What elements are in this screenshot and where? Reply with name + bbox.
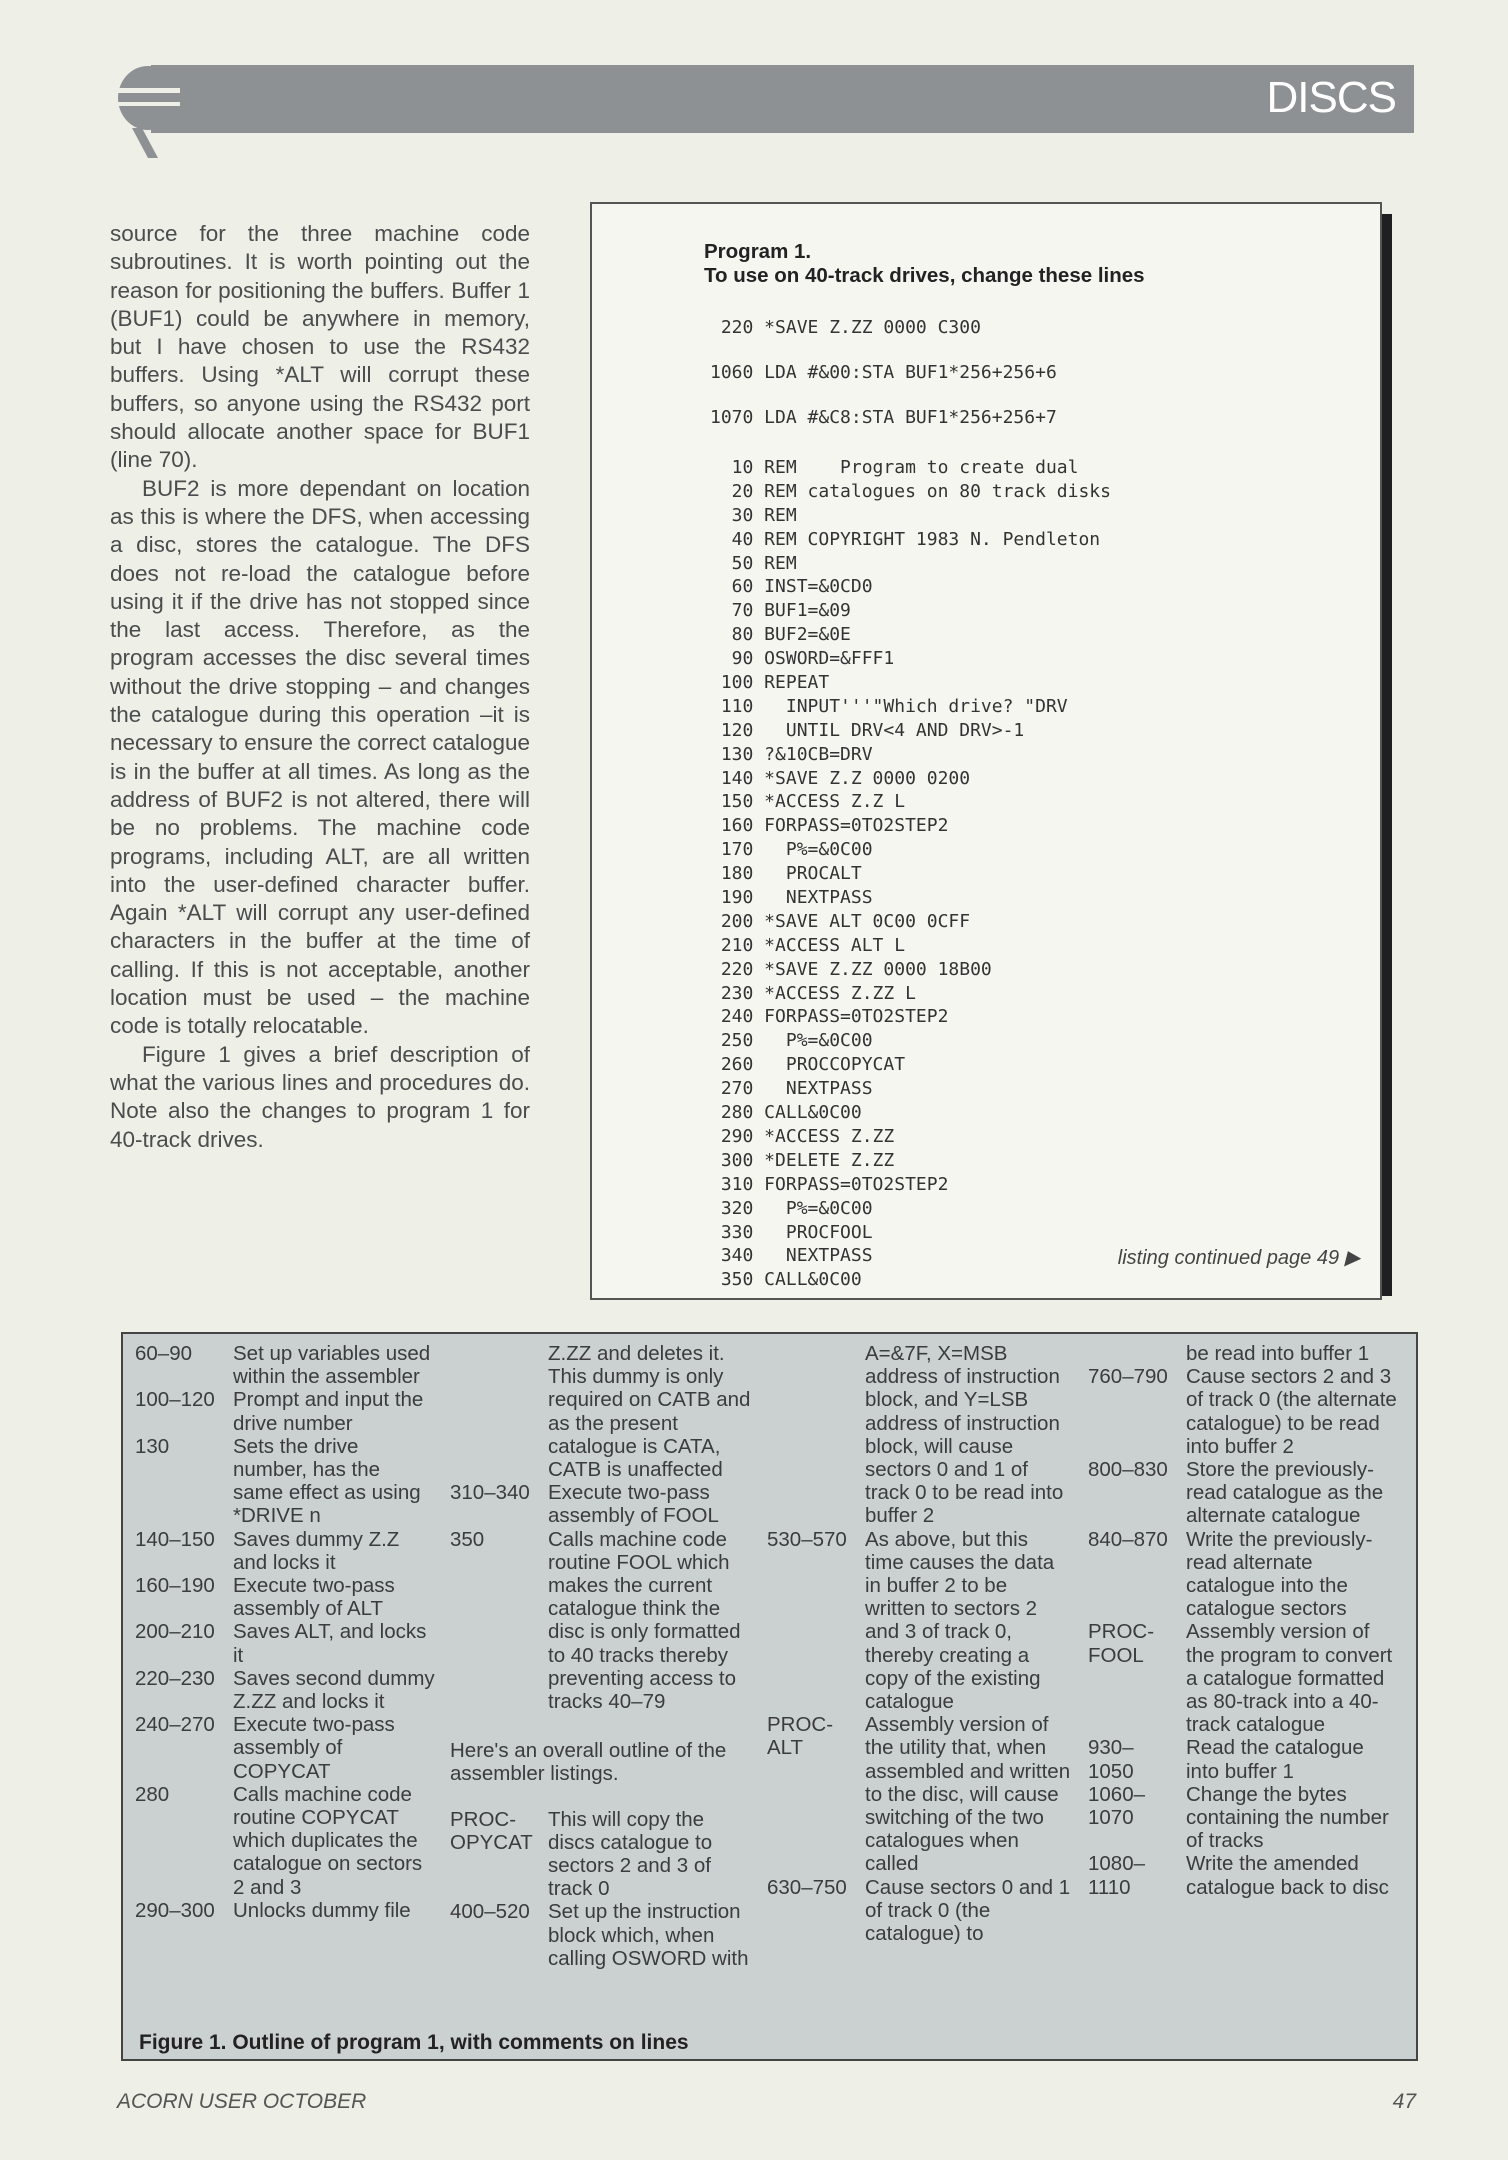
figure-entry [767,1528,1072,1714]
line-description: Execute two-pass assembly of ALT [233,1574,395,1621]
line-description: Saves second dummy Z.ZZ and locks it [233,1666,435,1714]
listing-continued-note: listing continued page 49 ▶ [1117,1247,1360,1269]
line-description: Calls machine code routine COPYCAT which duplicates the catalogue on sectors 2 and 3 [233,1782,423,1899]
line-range-label: 220–230 [135,1666,215,1690]
figure-entry [1088,1365,1398,1458]
article-body [110,220,530,1154]
figure-entry [135,1528,435,1574]
figure-column [135,1342,435,1922]
line-range-label: PROC- OPYCAT [450,1807,533,1854]
line-description: Store the previously-read catalogue as the alternate catalogue [1186,1458,1384,1528]
code-line: 210 *ACCESS ALT L [710,934,906,956]
figure-entry [767,1713,1072,1875]
code-line: 10 REM Program to create dual [710,457,1079,478]
line-range-label: 800–830 [1088,1458,1168,1482]
figure-entry [1088,1342,1398,1365]
figure-entry [135,1899,435,1922]
line-range-label: 280 [135,1782,170,1806]
line-description: Read the catalogue into buffer 1 [1186,1736,1364,1783]
code-line: 1070 LDA #&C8:STA BUF1*256+256+7 [710,407,1057,428]
line-range-label: 60–90 [135,1342,193,1365]
line-description: Cause sectors 2 and 3 of track 0 (the alternate catalogue) to be read into buffer 2 [1186,1365,1397,1458]
figure-1-box [121,1332,1418,2061]
line-range-label: 290–300 [135,1898,215,1922]
figure-entry [135,1342,435,1388]
code-line: 30 REM [710,504,797,526]
code-line: 110 INPUT'''"Which drive? "DRV [710,695,1068,717]
code-line: 290 *ACCESS Z.ZZ [710,1125,895,1147]
line-range-label: 160–190 [135,1574,215,1598]
code-line: 300 *DELETE Z.ZZ [710,1149,895,1171]
line-range-label: 400–520 [450,1900,530,1924]
acorn-logo-icon [112,58,184,162]
code-line: 170 P%=&0C00 [710,839,873,861]
line-description: Saves dummy Z.Z and locks it [233,1527,400,1574]
line-description: Unlocks dummy file [233,1898,411,1922]
code-line: 90 OSWORD=&FFF1 [710,648,895,670]
code-line: 220 *SAVE Z.ZZ 0000 18B00 [710,958,992,980]
code-line: 140 *SAVE Z.Z 0000 0200 [710,767,971,789]
line-description: Write the previously-read alternate catalogue into the catalogue sectors [1186,1527,1373,1621]
code-line: 340 NEXTPASS [710,1245,873,1267]
code-line: 240 FORPASS=0TO2STEP2 [710,1006,949,1028]
figure-entry [1088,1528,1398,1621]
line-description: Set up the instruction block which, when calling OSWORD with [548,1900,749,1970]
code-line: 350 CALL&0C00 [710,1269,862,1291]
figure-entry [1088,1620,1398,1736]
line-range-label: 840–870 [1088,1527,1168,1551]
line-range-label: 200–210 [135,1620,215,1644]
line-description: Saves ALT, and locks it [233,1620,427,1667]
code-line: 200 *SAVE ALT 0C00 0CFF [710,910,971,932]
page-number: 47 [1392,2090,1416,2113]
section-title: DISCS [1266,73,1396,122]
line-description: Prompt and input the drive number [233,1388,424,1435]
figure-column [767,1342,1072,1945]
figure-entry [450,1808,755,1901]
code-line: 250 P%=&0C00 [710,1030,873,1052]
figure-entry [767,1342,1072,1528]
line-range-label: 630–750 [767,1875,847,1899]
code-line: 180 PROCALT [710,863,862,885]
line-description: As above, but this time causes the data in buffer 2 to be written to sectors 2 and 3 of track 0, thereby creating a copy of the existing catalogue [865,1527,1055,1714]
line-description: Calls machine code routine FOOL which makes the current catalogue think the disc is only formatted to 40 tracks thereby preventing access to tracks 40–79 [548,1527,741,1714]
line-range-label: 100–120 [135,1388,215,1412]
figure-entry [135,1667,435,1713]
line-range-label: 350 [450,1527,485,1551]
code-line: 70 BUF1=&09 [710,600,851,622]
figure-entry [135,1783,435,1899]
line-range-label [1088,1342,1186,1365]
code-line: 260 PROCCOPYCAT [710,1054,906,1076]
body-paragraph: Figure 1 gives a brief description of what the various lines and procedures do. Note also the changes to program 1 for 40-track drives. [110,1041,530,1152]
line-range-label: PROC- FOOL [1088,1620,1155,1667]
code-line: 120 UNTIL DRV<4 AND DRV>-1 [710,719,1025,741]
line-range-label: 140–150 [135,1527,215,1551]
line-range-label: 530–570 [767,1527,847,1551]
line-range-label [450,1342,548,1481]
line-description: Sets the drive number, has the same effect as using *DRIVE n [233,1434,421,1528]
code-line: 50 REM [710,552,797,574]
line-description: Assembly version of the program to convert a catalogue formatted as 80-track into a 40-track catalogue [1186,1620,1393,1737]
code-line: 280 CALL&0C00 [710,1102,862,1124]
code-line: 20 REM catalogues on 80 track disks [710,480,1111,502]
program-listing-box [590,202,1382,1300]
code-line: 160 FORPASS=0TO2STEP2 [710,815,949,837]
figure-entry [135,1713,435,1783]
figure-entry [1088,1458,1398,1528]
line-range-label: 130 [135,1434,170,1458]
figure-entry [450,1528,755,1714]
code-line: 60 INST=&0CD0 [710,576,873,598]
line-range-label: PROC- ALT [767,1713,834,1760]
figure-note: Here's an overall outline of the assembler listings. [450,1739,727,1786]
figure-entry [135,1388,435,1434]
figure-entry [135,1574,435,1620]
code-line: 130 ?&10CB=DRV [710,743,873,765]
line-description: Change the bytes containing the number of tracks [1186,1782,1389,1853]
code-listing [710,456,1111,1292]
figure-column [1088,1342,1398,1899]
line-description: Execute two-pass assembly of COPYCAT [233,1713,395,1783]
figure-entry [1088,1783,1398,1853]
line-description: A=&7F, X=MSB address of instruction block, and Y=LSB address of instruction block, will cause sectors 0 and 1 of track 0 to be read into buffer 2 [865,1342,1064,1528]
line-range-label [767,1342,865,1528]
code-line: 220 *SAVE Z.ZZ 0000 C300 [710,317,981,338]
figure-entry [135,1435,435,1528]
code-line: 270 NEXTPASS [710,1078,873,1100]
line-range-label: 930– 1050 [1088,1736,1134,1783]
code-line: 330 PROCFOOL [710,1221,873,1243]
code-line: 310 FORPASS=0TO2STEP2 [710,1173,949,1195]
code-line: 100 REPEAT [710,672,830,694]
code-line: 1060 LDA #&00:STA BUF1*256+256+6 [710,362,1057,383]
line-description: Cause sectors 0 and 1 of track 0 (the catalogue) to [865,1875,1071,1946]
line-description: be read into buffer 1 [1186,1342,1370,1365]
code-line: 40 REM COPYRIGHT 1983 N. Pendleton [710,528,1101,550]
line-description: Write the amended catalogue back to disc [1186,1852,1389,1899]
change-lines [710,316,1057,451]
figure-entry [1088,1736,1398,1782]
figure-entry [450,1481,755,1527]
line-range-label: 1080– 1110 [1088,1852,1146,1899]
program-title: Program 1. [704,240,812,263]
code-line: 320 P%=&0C00 [710,1197,873,1219]
line-range-label: 1060– 1070 [1088,1782,1146,1830]
code-line: 80 BUF2=&0E [710,624,851,646]
line-description: Set up variables used within the assembler [233,1342,431,1389]
line-description: Execute two-pass assembly of FOOL [548,1481,719,1528]
line-range-label: 240–270 [135,1713,215,1737]
figure-column [450,1342,755,1970]
program-subtitle: To use on 40-track drives, change these lines [704,264,1145,287]
line-description: Z.ZZ and deletes it. This dummy is only required on CATB and as the present catalogue is CATA, CATB is unaffected [548,1342,751,1482]
line-range-label: 760–790 [1088,1365,1168,1389]
line-description: This will copy the discs catalogue to sectors 2 and 3 of track 0 [548,1807,713,1901]
line-range-label: 310–340 [450,1481,530,1505]
program-heading [704,240,1145,288]
figure-entry [1088,1852,1398,1898]
body-paragraph: source for the three machine code subroutines. It is worth pointing out the reason for positioning the buffers. Buffer 1 (BUF1) could be anywhere in memory, but I have chosen to use the RS432 buffers. Using *ALT will corrupt these buffers, so anyone using the RS432 port should allocate another space for BUF1 (line 70). [110,221,530,473]
line-description: Assembly version of the utility that, when assembled and written to the disc, will cause switching of the two catalogues when called [865,1713,1071,1876]
figure-entry [450,1342,755,1481]
footer-publication: ACORN USER OCTOBER [117,2090,367,2113]
figure-entry [450,1900,755,1970]
figure-caption: Figure 1. Outline of program 1, with comments on lines [139,2031,689,2054]
body-paragraph: BUF2 is more dependant on location as this is where the DFS, when accessing a disc, stores the catalogue. The DFS does not re-load the catalogue before using it if the drive has not stopped since the last access. Therefore, as the program accesses the disc several times without the drive stopping – and changes the catalogue during this operation –it is necessary to ensure the correct catalogue is in the buffer at all times. As long as the address of BUF2 is not altered, there will be no problems. The machine code programs, including ALT, are all written into the user-defined character buffer. Again *ALT will corrupt any user-defined characters in the buffer at the time of calling. If this is not acceptable, another location must be used – the machine code is totally relocatable. [110,475,530,1039]
figure-entry [767,1876,1072,1946]
figure-entry [135,1620,435,1666]
code-line: 190 NEXTPASS [710,887,873,909]
section-header-bar [151,65,1414,133]
code-line: 230 *ACCESS Z.ZZ L [710,982,916,1004]
code-line: 150 *ACCESS Z.Z L [710,791,906,813]
